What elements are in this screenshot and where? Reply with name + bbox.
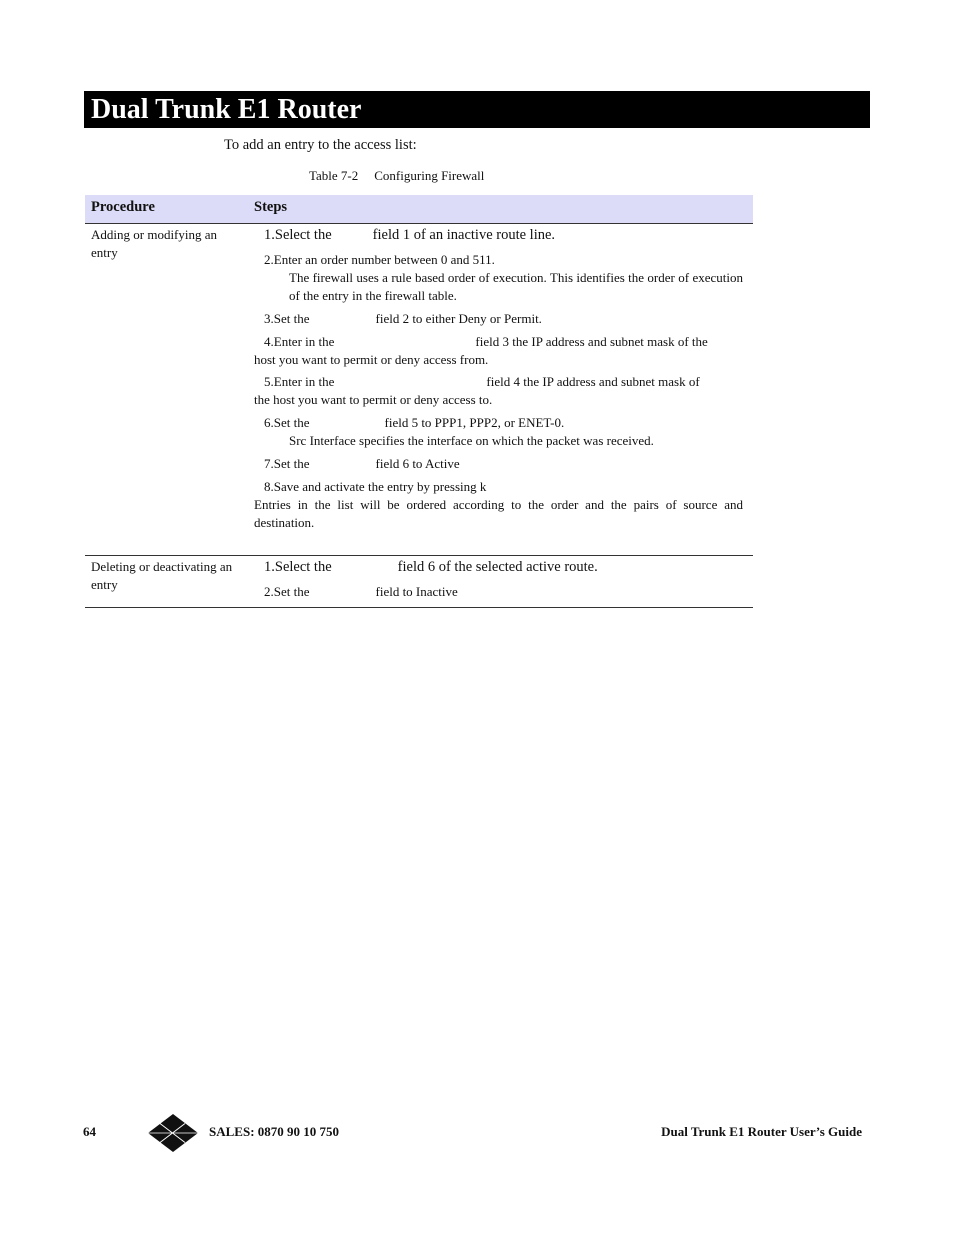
step-item: 2.Set the field to Inactive <box>264 584 458 599</box>
step-continuation: host you want to permit or deny access from. <box>254 352 489 367</box>
header-procedure: Procedure <box>91 199 155 215</box>
procedure-cell: Adding or modifying an entry <box>91 227 218 260</box>
step-item: 3.Set the field 2 to either Deny or Permit. <box>264 311 542 326</box>
page-title: Dual Trunk E1 Router <box>91 94 362 125</box>
step-item: 6.Set the field 5 to PPP1, PPP2, or ENET-0. Src Interface specifies the interface on which the packet was received. <box>254 414 743 450</box>
firewall-table <box>85 195 753 608</box>
table-row <box>85 224 753 556</box>
step-note: The firewall uses a rule based order of execution. This identifies the order of execution of the entry in the firewall table. <box>289 270 743 303</box>
step-note: Src Interface specifies the interface on which the packet was received. <box>289 433 654 448</box>
step-continuation: the host you want to permit or deny access to. <box>254 392 493 407</box>
procedure-cell: Deleting or deactivating an entry <box>91 559 233 592</box>
step-continuation: Entries in the list will be ordered according to the order and the pairs of source and destination. <box>254 497 743 530</box>
guide-title: Dual Trunk E1 Router User’s Guide <box>661 1124 862 1139</box>
table-caption <box>309 168 484 184</box>
step-item: 2.Enter an order number between 0 and 511. The firewall uses a rule based order of execution. This identifies the order of execution of the entry in the firewall table. <box>254 251 743 305</box>
step-item: 8.Save and activate the entry by pressing k Entries in the list will be ordered according to the order and the pairs of source and destination. <box>254 479 743 530</box>
step-item: 4.Enter in the field 3 the IP address and subnet mask of the host you want to permit or deny access from. <box>254 333 743 369</box>
page-title-banner <box>84 91 870 128</box>
table-title: Configuring Firewall <box>374 168 485 183</box>
sales-phone: SALES: 0870 90 10 750 <box>209 1124 340 1139</box>
step-item: 1.Select the field 6 of the selected active route. <box>264 559 598 575</box>
step-item: 1.Select the field 1 of an inactive route line. <box>264 227 556 243</box>
table-number: Table 7-2 <box>309 168 359 183</box>
black-box-diamond-logo-icon <box>148 1114 198 1152</box>
table-row <box>85 556 753 608</box>
header-steps: Steps <box>254 199 288 215</box>
page-number: 64 <box>83 1124 96 1139</box>
table-header-row <box>85 195 753 224</box>
step-item: 7.Set the field 6 to Active <box>264 456 460 471</box>
intro-text: To add an entry to the access list: <box>224 137 417 153</box>
step-item: 5.Enter in the field 4 the IP address and subnet mask of the host you want to permit or deny access to. <box>254 373 743 409</box>
